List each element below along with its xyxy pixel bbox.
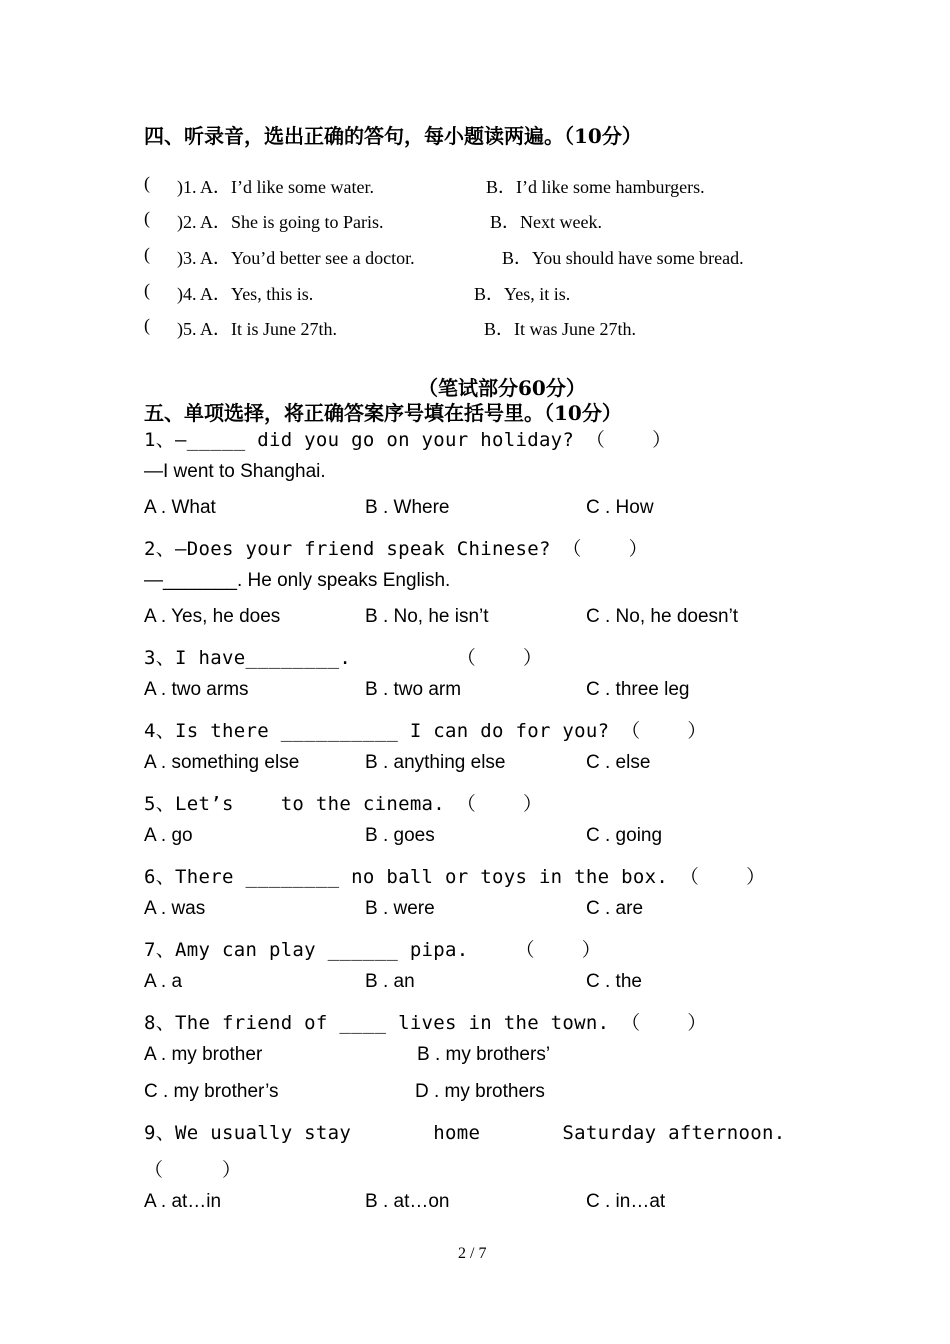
section4-title: 四、听录音，选出正确的答句，每小题读两遍。（10分）: [144, 124, 642, 148]
question-1-stem: 1、—_____ did you go on your holiday? （ ）: [144, 429, 672, 451]
question-7-option-b: B . an: [365, 971, 415, 992]
question-8-stem: 8、The friend of ____ lives in the town. （ ）: [144, 1012, 707, 1034]
question-6-option-c: C . are: [586, 898, 644, 919]
question-9-option-b: B . at…on: [365, 1191, 450, 1212]
question-8-option-b: B . my brothers’: [417, 1044, 551, 1065]
question-2-stem: 2、—Does your friend speak Chinese? （ ）: [144, 538, 648, 560]
question-1-option-c: C . How: [586, 497, 654, 518]
question-9-option-a: A . at…in: [144, 1191, 222, 1212]
question-3-option-b: B . two arm: [365, 679, 462, 700]
listen-item-3-b: B．You should have some bread.: [502, 248, 744, 268]
listen-item-1-paren: (: [144, 173, 150, 193]
listen-item-5-b: B．It was June 27th.: [484, 319, 636, 339]
question-5-option-a: A . go: [144, 825, 193, 846]
question-2-option-c: C . No, he doesn’t: [586, 606, 739, 627]
listen-item-1-b: B．I’d like some hamburgers.: [486, 177, 705, 197]
question-2-option-b: B . No, he isn’t: [365, 606, 489, 627]
question-3-option-a: A . two arms: [144, 679, 249, 700]
question-8-option-d: D . my brothers: [415, 1081, 545, 1102]
question-9-option-c: C . in…at: [586, 1191, 666, 1212]
question-4-stem: 4、Is there __________ I can do for you? （ ）: [144, 720, 707, 742]
question-8-option-c: C . my brother’s: [144, 1081, 279, 1102]
question-7-stem: 7、Amy can play ______ pipa. （ ）: [144, 939, 602, 961]
question-1-option-b: B . Where: [365, 497, 450, 518]
question-9-stem: 9、We usually stay home Saturday afternoon.: [144, 1122, 786, 1144]
listen-item-3-paren: (: [144, 244, 150, 264]
question-4-option-c: C . else: [586, 752, 651, 773]
question-7-option-c: C . the: [586, 971, 642, 992]
question-5-option-c: C . going: [586, 825, 663, 846]
section5-title: 五、单项选择，将正确答案序号填在括号里。（10分）: [144, 401, 622, 425]
question-5-stem: 5、Let’s to the cinema. （ ）: [144, 793, 543, 815]
listen-item-5-a: )5. A．It is June 27th.: [177, 319, 337, 339]
question-6-option-b: B . were: [365, 898, 435, 919]
question-4-option-a: A . something else: [144, 752, 300, 773]
listen-item-1-a: )1. A．I’d like some water.: [177, 177, 374, 197]
question-6-option-a: A . was: [144, 898, 206, 919]
question-2-option-a: A . Yes, he does: [144, 606, 281, 627]
question-1-answer-line: —I went to Shanghai.: [144, 461, 326, 482]
listen-item-3-a: )3. A．You’d better see a doctor.: [177, 248, 415, 268]
page-number: 2 / 7: [458, 1245, 487, 1262]
question-4-option-b: B . anything else: [365, 752, 506, 773]
question-2-answer-line: —_______. He only speaks English.: [144, 570, 451, 591]
question-3-option-c: C . three leg: [586, 679, 690, 700]
listen-item-5-paren: (: [144, 315, 150, 335]
question-9-answer-paren: （ ）: [144, 1159, 242, 1181]
listen-item-2-a: )2. A．She is going to Paris.: [177, 212, 384, 232]
question-5-option-b: B . goes: [365, 825, 435, 846]
question-6-stem: 6、There ________ no ball or toys in the box. （ ）: [144, 866, 766, 888]
written-part-header: （笔试部分60分）: [418, 376, 586, 400]
listen-item-2-paren: (: [144, 208, 150, 228]
listen-item-4-b: B．Yes, it is.: [474, 284, 571, 304]
listen-item-4-a: )4. A．Yes, this is.: [177, 284, 314, 304]
question-1-option-a: A . What: [144, 497, 216, 518]
listen-item-2-b: B．Next week.: [490, 212, 602, 232]
listen-item-4-paren: (: [144, 280, 150, 300]
question-7-option-a: A . a: [144, 971, 183, 992]
question-3-stem: 3、I have________. （ ）: [144, 647, 543, 669]
question-8-option-a: A . my brother: [144, 1044, 263, 1065]
